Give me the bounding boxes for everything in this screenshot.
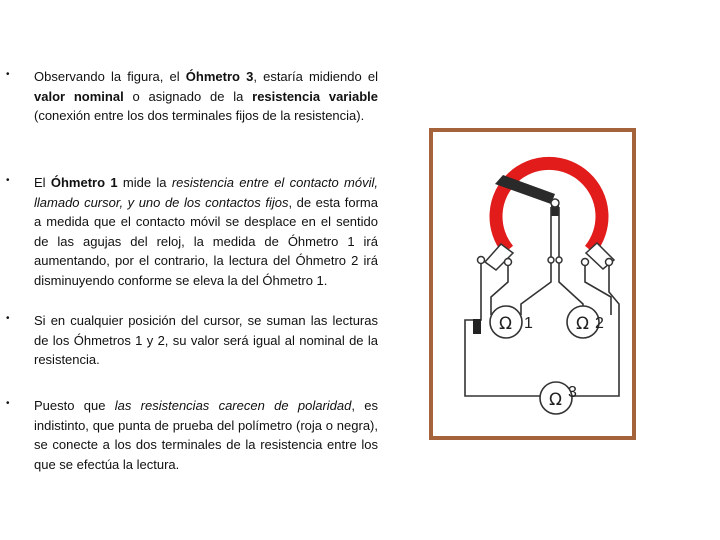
left-inner-dot xyxy=(505,259,512,266)
ohmmeter-3 xyxy=(540,382,577,414)
ohmmeter-1 xyxy=(490,306,533,338)
bold-text: Óhmetro 1 xyxy=(50,175,118,190)
ohm-symbol-1: Ω xyxy=(499,314,512,334)
cursor-dot-left xyxy=(548,257,554,263)
bold-text: Óhmetro 3 xyxy=(185,69,254,84)
text-run: Observando la figura, el xyxy=(34,69,186,84)
ohmmeter-1-label: 1 xyxy=(524,315,533,332)
bullet-text xyxy=(34,173,378,290)
bullet-dot: • xyxy=(6,69,10,80)
italic-text: resistencia entre el contacto móvil, llamado cursor, y uno de los contactos fijos xyxy=(34,175,379,210)
text-run: El xyxy=(34,175,51,190)
text-run: , es indistinto, que punta de prueba del polímetro (roja o negra), se conecte a los dos terminales de la resistencia entre los que se efectúa la lectura. xyxy=(34,398,378,472)
text-run: mide la xyxy=(117,175,172,190)
resistor-track xyxy=(496,163,602,250)
ohm-symbol-2: Ω xyxy=(576,314,589,334)
ohmmeter-2 xyxy=(567,306,604,338)
left-terminal-dot xyxy=(478,257,485,264)
ohm-symbol-3: Ω xyxy=(549,390,562,410)
bold-text: resistencia variable xyxy=(252,88,378,104)
text-run: , de esta forma a medida que el contacto móvil se desplace en el sentido de las agujas del reloj, la medida de Óhmetro 1 irá aumentando, por el contrario, la lectura del Óhmetro 2 irá disminuyendo conforme se eleva la del Óhmetro 1. xyxy=(34,194,378,288)
text-run: Si en cualquier posición del cursor, se suman las lecturas de los Óhmetros 1 y 2, su valor será igual al nominal de la resistencia. xyxy=(34,313,378,367)
ohmmeter-2-label: 2 xyxy=(595,315,604,332)
bullet-text xyxy=(34,311,378,370)
cursor-pivot xyxy=(551,199,559,207)
text-run: o asignado de la xyxy=(123,88,253,104)
text-run: Puesto que xyxy=(34,398,115,413)
text-run: (conexión entre los dos terminales fijos de la resistencia). xyxy=(34,108,365,123)
cursor-dot-right xyxy=(556,257,562,263)
circuit-svg xyxy=(433,132,632,436)
potentiometer-diagram xyxy=(429,128,636,440)
text-run: , estaría midiendo el xyxy=(253,69,378,84)
right-terminal-dot xyxy=(606,259,613,266)
bullet-dot: • xyxy=(6,175,10,186)
italic-text: las resistencias carecen de polaridad xyxy=(114,398,352,413)
bullet-dot: • xyxy=(6,398,10,409)
right-inner-dot xyxy=(582,259,589,266)
bullet-text xyxy=(34,67,378,126)
bullet-dot: • xyxy=(6,313,10,324)
ohmmeter-3-label: 3 xyxy=(568,384,577,401)
bold-text: valor nominal xyxy=(34,88,124,104)
ohmmeter-1-connector xyxy=(473,319,481,334)
bullet-text xyxy=(34,396,378,474)
